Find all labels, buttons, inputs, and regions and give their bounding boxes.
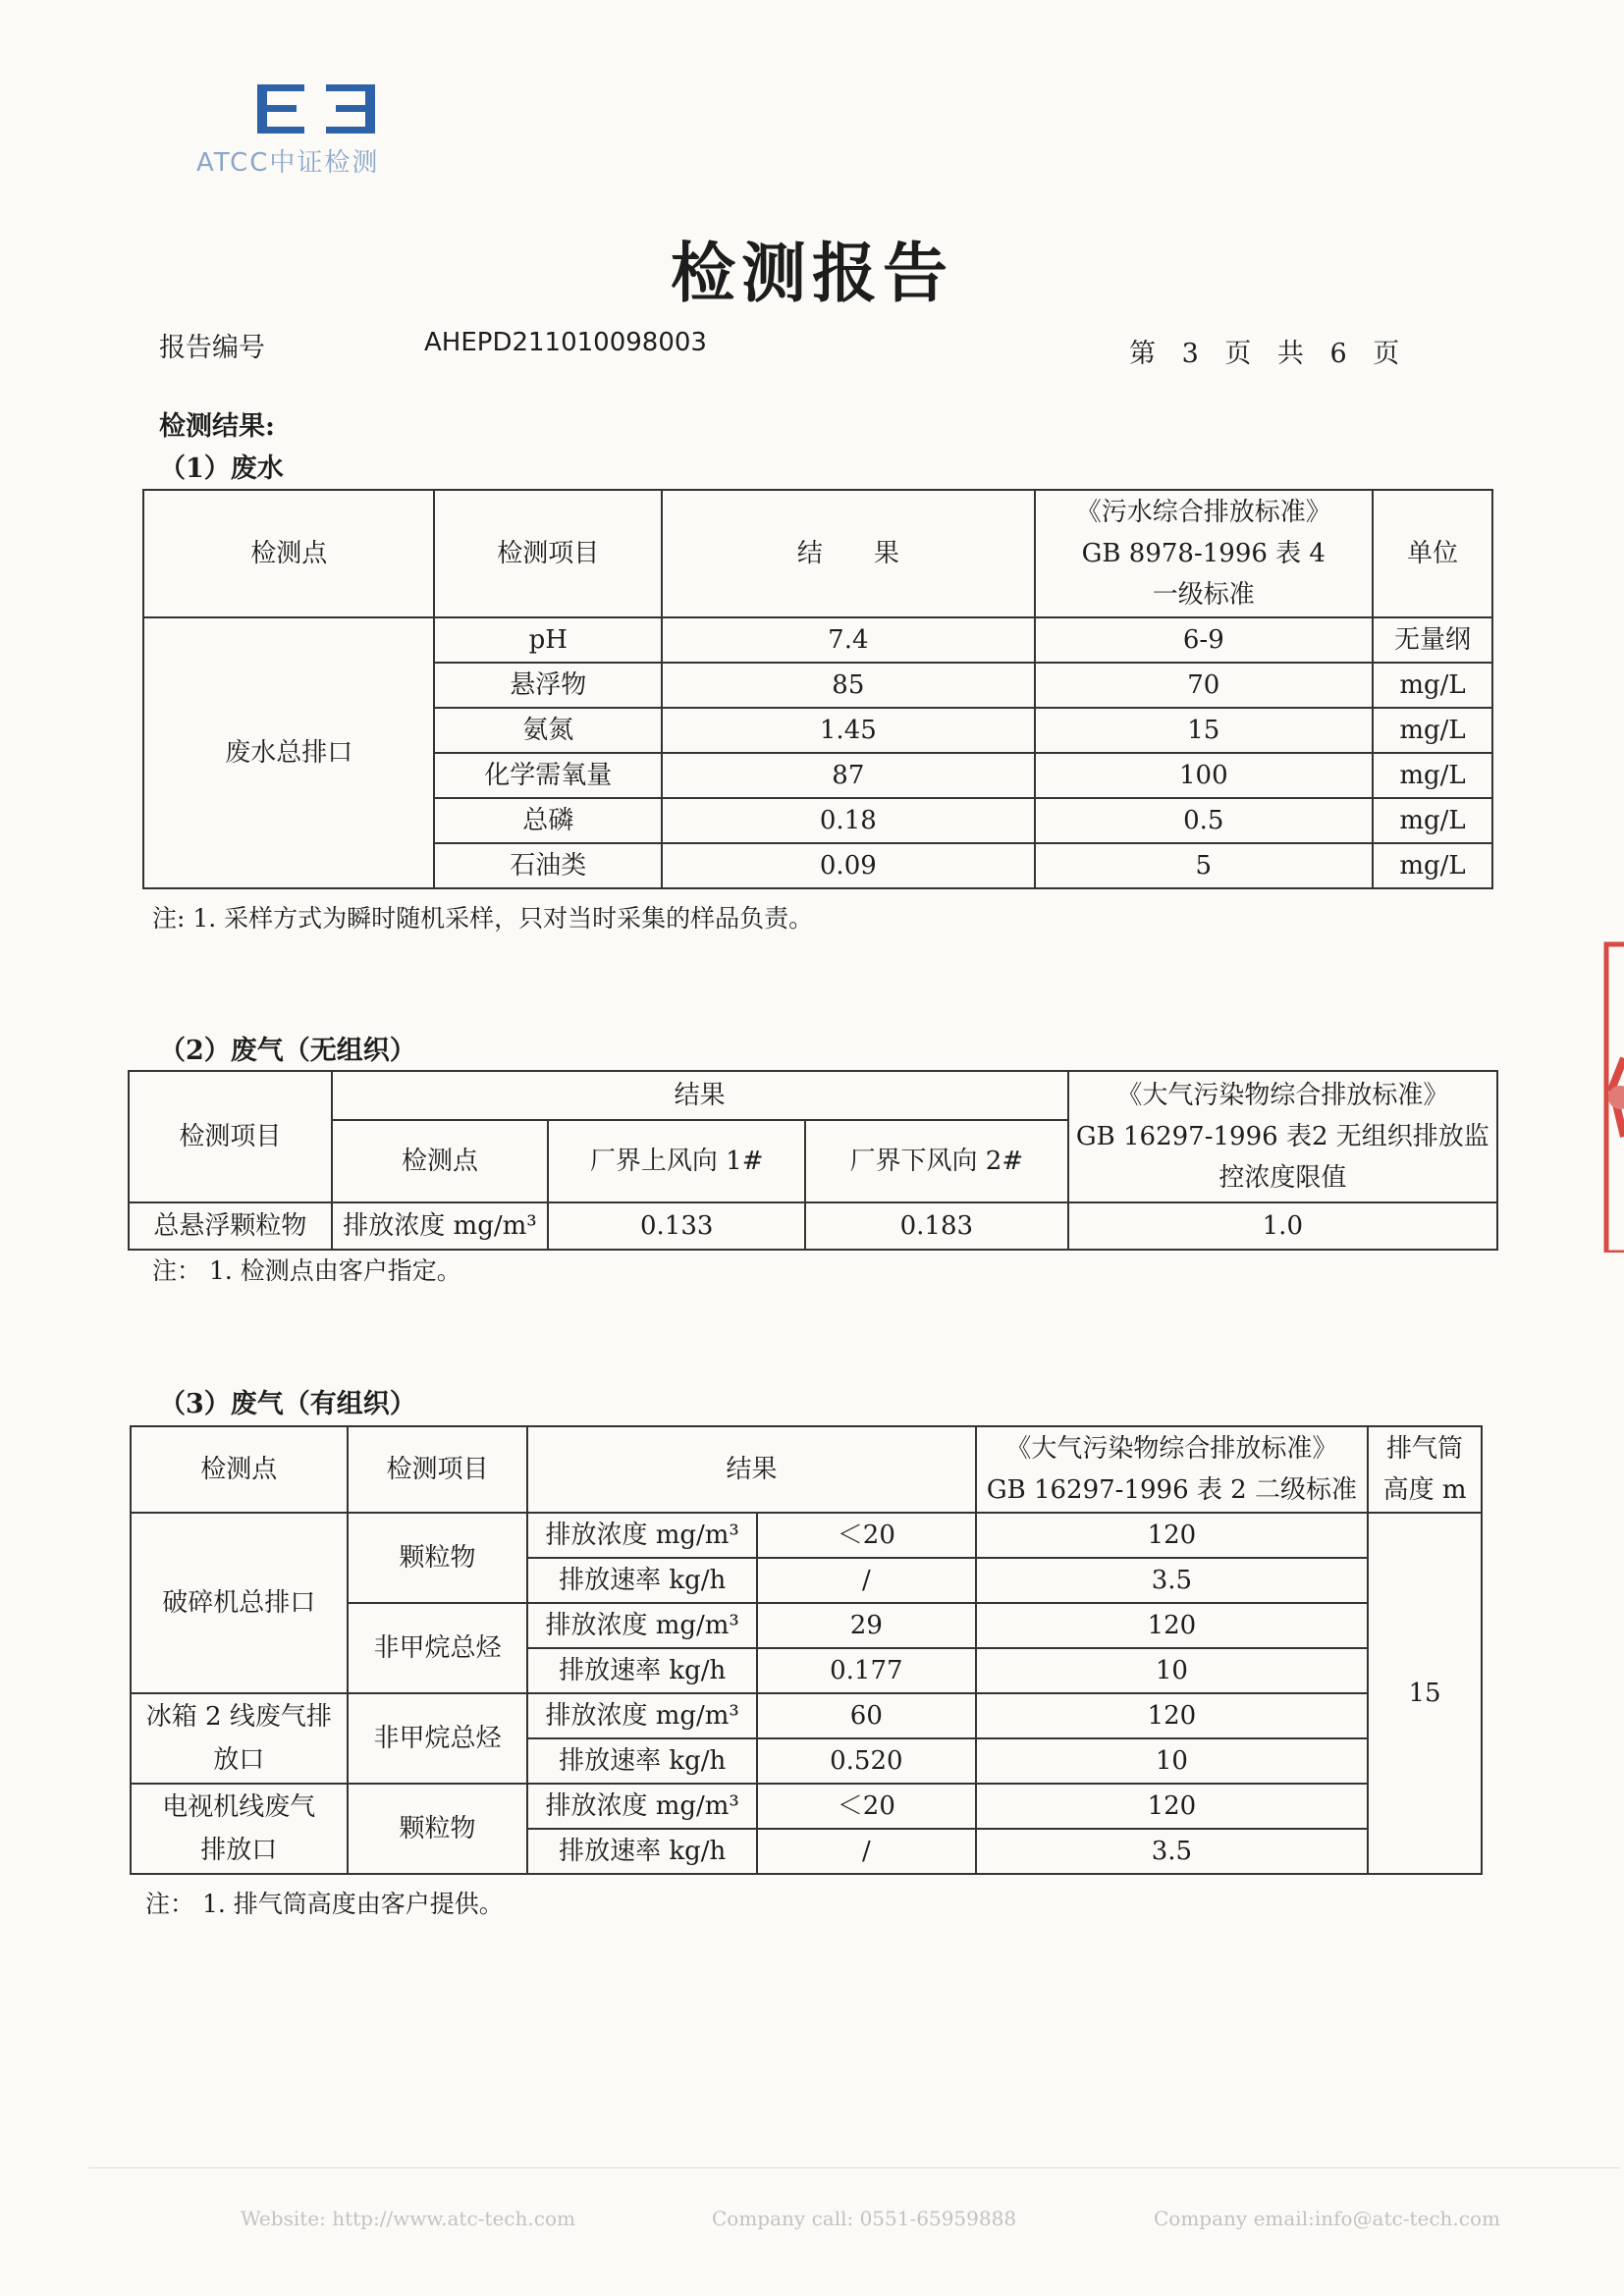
col-standard	[976, 1426, 1368, 1513]
std-line1: 《污水综合排放标准》	[1075, 498, 1331, 527]
item: 悬浮物	[434, 663, 662, 708]
col-item: 检测项目	[348, 1426, 528, 1513]
footer-website: Website: http://www.atc-tech.com	[241, 2207, 575, 2230]
fugitive-table	[128, 1070, 1498, 1251]
col-upwind: 厂界上风向 1#	[548, 1120, 805, 1202]
limit: 100	[1035, 753, 1374, 798]
std-line2: GB 16297-1996 表 2 二级标准	[986, 1475, 1357, 1505]
limit: 0.5	[1035, 798, 1374, 843]
value: /	[757, 1829, 976, 1874]
page-info: 第 3 页 共 6 页	[1129, 339, 1400, 369]
value: 0.520	[757, 1738, 976, 1784]
unit: mg/L	[1373, 843, 1492, 888]
table-row	[129, 1202, 1497, 1250]
col-point: 检测点	[143, 490, 434, 617]
col-result: 结果	[332, 1071, 1068, 1120]
col-item: 检测项目	[129, 1071, 332, 1202]
std-line1: 《大气污染物综合排放标准》	[1005, 1434, 1338, 1464]
stack-height: 15	[1368, 1513, 1482, 1874]
sample-point	[131, 1693, 348, 1784]
value: 29	[757, 1603, 976, 1648]
result: 85	[662, 663, 1034, 708]
value: 60	[757, 1693, 976, 1738]
param: 排放速率 kg/h	[527, 1648, 757, 1693]
item: pH	[434, 617, 662, 663]
limit: 120	[976, 1693, 1368, 1738]
col-stack-height	[1368, 1426, 1482, 1513]
unit: mg/L	[1373, 708, 1492, 753]
seal-stamp-icon	[1593, 940, 1624, 1253]
col-standard	[1068, 1071, 1497, 1202]
result: 87	[662, 753, 1034, 798]
footer-divider	[88, 2167, 1620, 2168]
point: 排放浓度 mg/m³	[332, 1202, 549, 1250]
std-line3: 一级标准	[1152, 580, 1255, 610]
col-result: 结果	[527, 1426, 975, 1513]
unit: mg/L	[1373, 798, 1492, 843]
wastewater-heading: （1）废水	[159, 454, 284, 484]
param: 排放浓度 mg/m³	[527, 1513, 757, 1558]
col-standard	[1035, 490, 1374, 617]
item: 化学需氧量	[434, 753, 662, 798]
item: 非甲烷总烃	[348, 1693, 528, 1784]
param: 排放浓度 mg/m³	[527, 1693, 757, 1738]
height-line1: 排气筒	[1386, 1434, 1464, 1464]
param: 排放速率 kg/h	[527, 1829, 757, 1874]
height-line2: 高度 m	[1382, 1475, 1467, 1505]
col-downwind: 厂界下风向 2#	[805, 1120, 1068, 1202]
organized-heading: （3）废气（有组织）	[159, 1389, 416, 1419]
limit: 120	[976, 1784, 1368, 1829]
result: 0.09	[662, 843, 1034, 888]
unit: mg/L	[1373, 663, 1492, 708]
value: ＜20	[757, 1513, 976, 1558]
col-point: 检测点	[332, 1120, 549, 1202]
footer-phone: Company call: 0551-65959888	[712, 2207, 1017, 2230]
col-item: 检测项目	[434, 490, 662, 617]
limit: 15	[1035, 708, 1374, 753]
page-title: 检测报告	[671, 235, 953, 311]
param: 排放浓度 mg/m³	[527, 1603, 757, 1648]
limit: 10	[976, 1738, 1368, 1784]
table-row	[143, 617, 1492, 663]
point-line2: 排放口	[200, 1836, 278, 1865]
item: 颗粒物	[348, 1784, 528, 1874]
limit: 70	[1035, 663, 1374, 708]
results-label: 检测结果:	[159, 411, 275, 442]
param: 排放速率 kg/h	[527, 1558, 757, 1603]
limit: 10	[976, 1648, 1368, 1693]
unit: 无量纲	[1373, 617, 1492, 663]
point-line2: 放口	[213, 1745, 265, 1775]
limit: 5	[1035, 843, 1374, 888]
item: 石油类	[434, 843, 662, 888]
table-row	[131, 1784, 1482, 1829]
report-no-value: AHEPD211010098003	[424, 328, 707, 357]
point-line1: 电视机线废气	[162, 1792, 316, 1822]
col-unit: 单位	[1373, 490, 1492, 617]
limit: 3.5	[976, 1558, 1368, 1603]
result: 1.45	[662, 708, 1034, 753]
sample-point: 破碎机总排口	[131, 1513, 348, 1693]
wastewater-note: 注: 1. 采样方式为瞬时随机采样，只对当时采集的样品负责。	[152, 904, 814, 933]
std-line3: 控浓度限值	[1218, 1163, 1347, 1193]
sample-point	[131, 1784, 348, 1874]
param: 排放速率 kg/h	[527, 1738, 757, 1784]
company-logo-icon	[257, 84, 375, 133]
point-line1: 冰箱 2 线废气排	[145, 1702, 332, 1732]
param: 排放浓度 mg/m³	[527, 1784, 757, 1829]
unit: mg/L	[1373, 753, 1492, 798]
table-row	[131, 1513, 1482, 1558]
logo-text: ATCC中证检测	[196, 148, 380, 178]
value: ＜20	[757, 1784, 976, 1829]
value: /	[757, 1558, 976, 1603]
std-line2: GB 16297-1996 表2 无组织排放监	[1075, 1122, 1489, 1151]
upwind-value: 0.133	[548, 1202, 805, 1250]
std-line2: GB 8978-1996 表 4	[1081, 539, 1326, 568]
footer-email: Company email:info@atc-tech.com	[1154, 2207, 1500, 2230]
item: 氨氮	[434, 708, 662, 753]
downwind-value: 0.183	[805, 1202, 1068, 1250]
limit: 6-9	[1035, 617, 1374, 663]
col-point: 检测点	[131, 1426, 348, 1513]
item: 总磷	[434, 798, 662, 843]
limit: 1.0	[1068, 1202, 1497, 1250]
table-row	[131, 1693, 1482, 1738]
limit: 120	[976, 1513, 1368, 1558]
sample-point: 废水总排口	[143, 617, 434, 888]
organized-note: 注： 1. 排气筒高度由客户提供。	[145, 1890, 504, 1918]
fugitive-heading: （2）废气（无组织）	[159, 1036, 416, 1066]
wastewater-table	[142, 489, 1493, 889]
result: 7.4	[662, 617, 1034, 663]
result: 0.18	[662, 798, 1034, 843]
limit: 120	[976, 1603, 1368, 1648]
fugitive-note: 注： 1. 检测点由客户指定。	[152, 1256, 461, 1285]
col-result: 结 果	[662, 490, 1034, 617]
limit: 3.5	[976, 1829, 1368, 1874]
organized-table	[130, 1425, 1483, 1875]
std-line1: 《大气污染物综合排放标准》	[1116, 1081, 1449, 1110]
item: 颗粒物	[348, 1513, 528, 1603]
value: 0.177	[757, 1648, 976, 1693]
item: 非甲烷总烃	[348, 1603, 528, 1693]
report-no-label: 报告编号	[159, 333, 265, 363]
item: 总悬浮颗粒物	[129, 1202, 332, 1250]
